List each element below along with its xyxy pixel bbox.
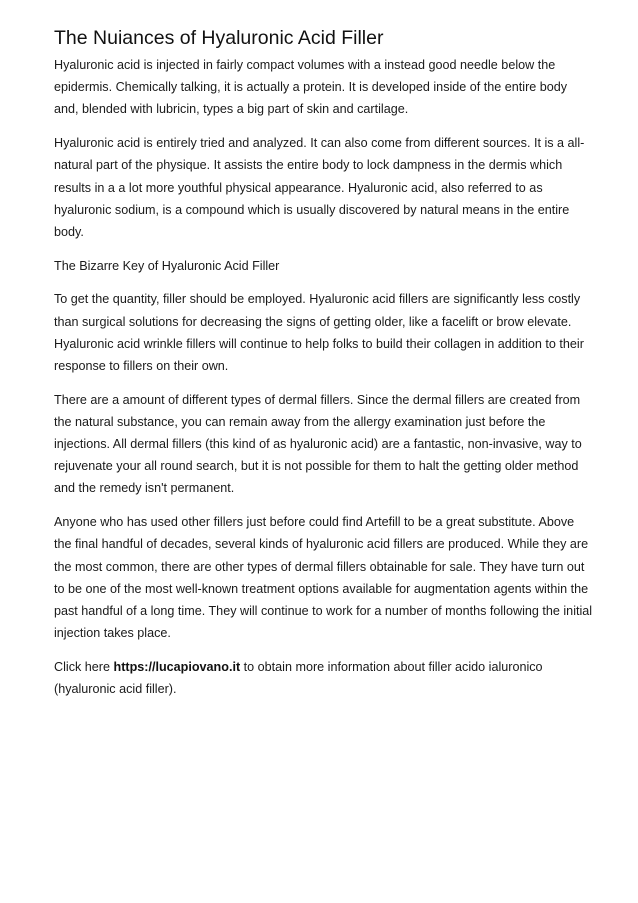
paragraph-closing xyxy=(54,656,594,700)
document-title: The Nuiances of Hyaluronic Acid Filler xyxy=(54,27,384,49)
source-link[interactable]: https://lucapiovano.it xyxy=(113,659,241,674)
paragraph-artefill: Anyone who has used other fillers just before could find Artefill to be a great substitute. Above the final handful of decades, several kinds of hyaluronic acid fillers are produced. While they are the most common, there are other types of dermal fillers obtainable for sale. They have turn out to be one of the most well-known treatment options available for augmentation agents within the past handful of a long time. They will continue to work for a number of months following the initial injection takes place. xyxy=(54,515,593,641)
paragraph-quantity: To get the quantity, filler should be employed. Hyaluronic acid fillers are significantly less costly than surgical solutions for decreasing the signs of getting older, like a facelift or brow elevate. Hyaluronic acid wrinkle fillers will continue to help folks to build their collagen in addition to their response to fillers on their own. xyxy=(54,292,584,373)
closing-prefix: Click here xyxy=(54,659,114,674)
paragraph-overview: Hyaluronic acid is entirely tried and analyzed. It can also come from different sources. It is a all-natural part of the physique. It assists the entire body to lock dampness in the dermis which results in a a lot more youthful physical appearance. Hyaluronic acid, also referred to as hyaluronic sodium, is a compound which is usually discovered by natural means in the entire body. xyxy=(54,136,585,239)
section-subheading: The Bizarre Key of Hyaluronic Acid Filler xyxy=(54,258,280,273)
paragraph-intro: Hyaluronic acid is injected in fairly compact volumes with a instead good needle below the epidermis. Chemically talking, it is actually a protein. It is developed inside of the entire body and, blended with lubricin, types a big part of skin and cartilage. xyxy=(54,58,568,117)
document-page xyxy=(54,26,594,712)
closing-suffix: to obtain more information about filler acido ialuronico (hyaluronic acid filler). xyxy=(54,659,543,697)
paragraph-types: There are a amount of different types of dermal fillers. Since the dermal fillers are created from the natural substance, you can remain away from the allergy examination just before the injections. All dermal fillers (this kind of as hyaluronic acid) are a fantastic, non-invasive, way to rejuvenate your all round search, but it is not possible for them to halt the getting older method and the remedy isn't permanent. xyxy=(54,392,582,496)
